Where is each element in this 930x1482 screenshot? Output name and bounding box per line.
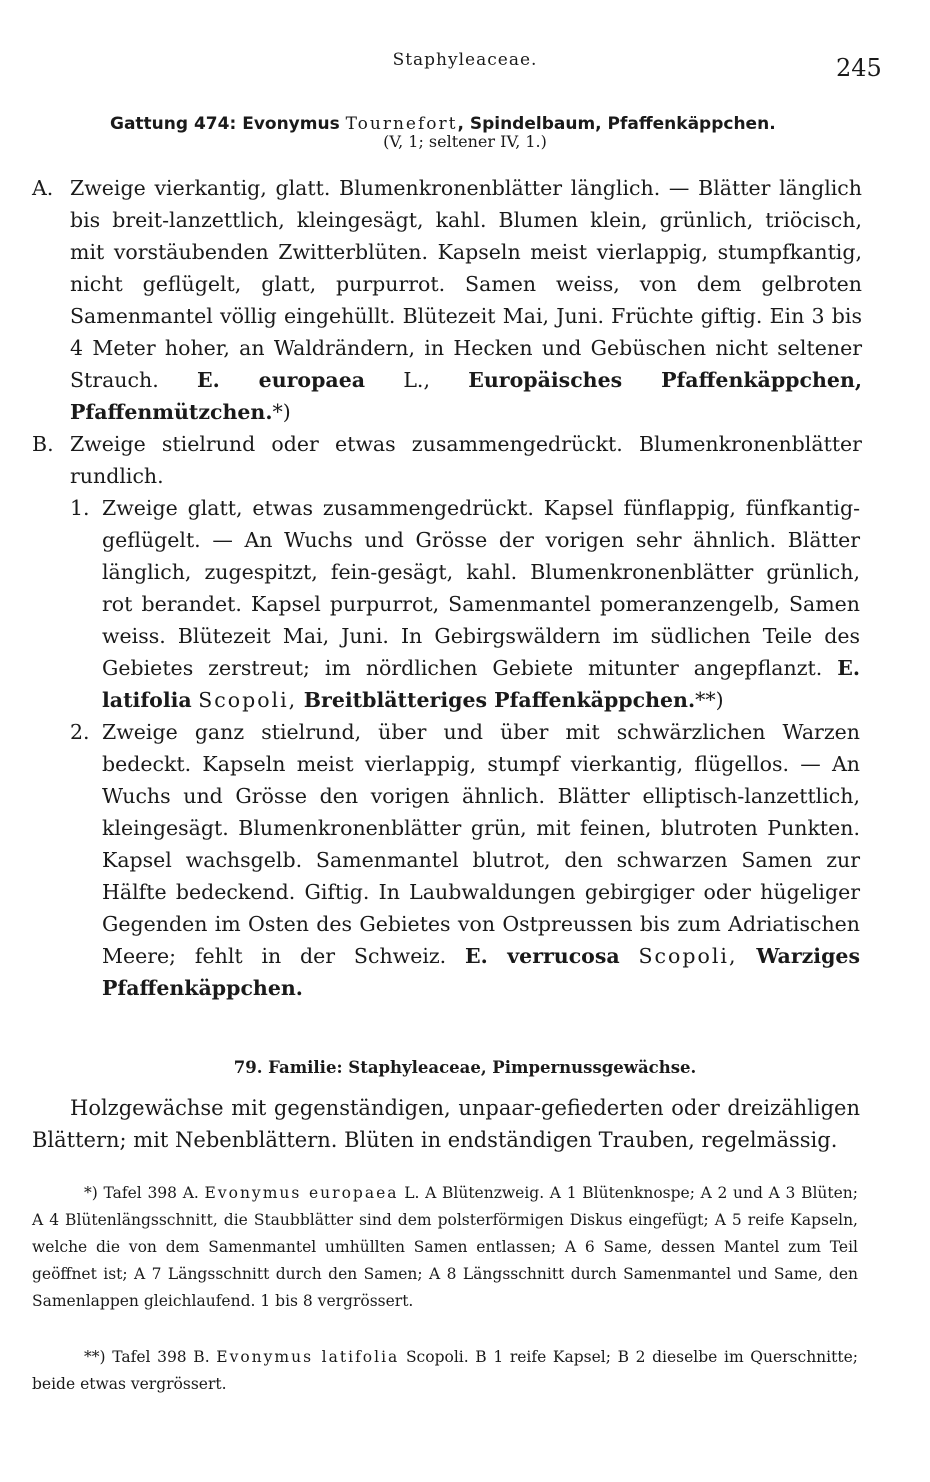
key-marker-b1: 1.: [70, 496, 90, 520]
footnote-2-species: Evonymus latifolia: [216, 1348, 400, 1366]
key-entry-a: Zweige vierkantig, glatt. Blumenkronenblätter länglich. — Blätter länglich bis breit-lanzettlich, kleingesägt, kahl. Blumen klein, grünlich, triöcisch, mit vorstäubenden Zwitterblüten. Kapseln meist vierlappig, stumpfkantig, nicht geflügelt, glatt, purpurrot. Samen weiss, von dem gelbroten Samenmantel völlig eingehüllt. Blütezeit Mai, Juni. Früchte giftig. Ein 3 bis 4 Meter hoher, an Waldrändern, in Hecken und Gebüschen nicht seltener Strauch. E. europaea L., Europäisches Pfaffenkäppchen, Pfaffenmützchen.*): [70, 176, 862, 424]
key-b1-common-name: Breitblätteriges Pfaffenkäppchen.: [303, 688, 696, 712]
key-b2-species: E. verrucosa: [465, 944, 620, 968]
key-a-footnote-mark: *): [272, 400, 291, 424]
key-entry-b: Zweige stielrund oder etwas zusammengedrückt. Blumenkronenblätter rundlich.: [70, 432, 862, 488]
key-b2-common-name: Warziges Pfaffenkäppchen.: [102, 944, 860, 1000]
key-marker-b2: 2.: [70, 720, 90, 744]
footnote-2: [32, 1344, 858, 1398]
family-description: Holzgewächse mit gegenständigen, unpaar-gefiederten oder dreizähligen Blättern; mit Nebenblättern. Blüten in endständigen Trauben, regelmässig.: [32, 1096, 860, 1152]
genus-colon: :: [229, 114, 237, 134]
key-b1-species: E. latifolia: [102, 656, 860, 712]
key-a-description: Zweige vierkantig, glatt. Blumenkronenblätter länglich. — Blätter länglich bis breit-lanzettlich, kleingesägt, kahl. Blumen klein, grünlich, triöcisch, mit vorstäubenden Zwitterblüten. Kapseln meist vierlappig, stumpfkantig, nicht geflügelt, glatt, purpurrot. Samen weiss, von dem gelbroten Samenmantel völlig eingehüllt. Blütezeit Mai, Juni. Früchte giftig. Ein 3 bis 4 Meter hoher, an Waldrändern, in Hecken und Gebüschen nicht seltener Strauch.: [70, 176, 862, 392]
footnote-2-text: Scopoli. B 1 reife Kapsel; B 2 dieselbe im Querschnitte; beide etwas vergrössert.: [32, 1348, 858, 1393]
genus-common-names: , Spindelbaum, Pfaffenkäppchen.: [457, 114, 776, 134]
genus-heading: [110, 114, 870, 134]
key-b1-description: Zweige glatt, etwas zusammengedrückt. Kapsel fünflappig, fünfkantig-geflügelt. — An Wuchs und Grösse der vorigen sehr ähnlich. Blätter länglich, zugespitzt, fein-gesägt, kahl. Blumenkronenblätter grünlich, rot berandet. Kapsel purpurrot, Samenmantel pomeranzengelb, Samen weiss. Blütezeit Mai, Juni. In Gebirgswäldern im südlichen Teile des Gebietes zerstreut; im nördlichen Gebiete mitunter angepflanzt.: [102, 496, 860, 680]
genus-author: Tournefort: [345, 114, 458, 134]
footnote-2-plate: Tafel 398 B.: [112, 1348, 210, 1366]
family-heading: 79. Familie: Staphyleaceae, Pimpernussgewächse.: [233, 1058, 697, 1077]
key-a-species: E. europaea: [197, 368, 366, 392]
key-b2-author: Scopoli,: [638, 944, 738, 968]
genus-linnaean-class: (V, 1; seltener IV, 1.): [383, 132, 547, 151]
key-b2-description: Zweige ganz stielrund, über und über mit schwärzlichen Warzen bedeckt. Kapseln meist vierlappig, stumpf vierkantig, flügellos. — An Wuchs und Grösse den vorigen ähnlich. Blätter elliptisch-lanzettlich, kleingesägt. Blumenkronenblätter grün, mit feinen, blutroten Punkten. Kapsel wachsgelb. Samenmantel blutrot, den schwarzen Samen zur Hälfte bedeckend. Giftig. In Laubwaldungen gebirgiger oder hügeliger Gegenden im Osten des Gebietes von Ostpreussen bis zum Adriatischen Meere; fehlt in der Schweiz.: [102, 720, 860, 968]
genus-name: Evonymus: [242, 114, 340, 134]
running-head: Staphyleaceae.: [392, 50, 538, 70]
key-a-common-name: Europäisches Pfaffenkäppchen, Pfaffenmützchen.: [70, 368, 862, 424]
page-number: 245: [836, 54, 882, 82]
footnote-1-text: L. A Blütenzweig. A 1 Blütenknospe; A 2 und A 3 Blüten; A 4 Blütenlängsschnitt, die Staubblätter sind dem polsterförmigen Diskus eingefügt; A 5 reife Kapseln, welche die von dem Samenmantel umhüllten Samen entlassen; A 6 Same, dessen Mantel zum Teil geöffnet ist; A 7 Längsschnitt durch den Samen; A 8 Längsschnitt durch Samenmantel und Same, den Samenlappen gleichlaufend. 1 bis 8 vergrössert.: [32, 1184, 859, 1310]
footnote-2-mark: **): [84, 1348, 106, 1366]
footnote-1-plate: Tafel 398 A.: [103, 1184, 199, 1202]
key-marker-b: B.: [32, 432, 54, 456]
genus-label: Gattung 474: [110, 114, 230, 134]
footnote-1-species: Evonymus europaea: [204, 1184, 399, 1202]
key-a-author: L.: [403, 368, 424, 392]
key-entry-b2: [102, 716, 860, 1004]
key-entry-b1: [102, 492, 860, 716]
key-b1-footnote-mark: **): [695, 688, 724, 712]
key-marker-a: A.: [32, 176, 54, 200]
key-b1-author: Scopoli,: [198, 688, 298, 712]
footnote-1-mark: *): [84, 1184, 98, 1202]
footnote-1: [32, 1180, 858, 1315]
